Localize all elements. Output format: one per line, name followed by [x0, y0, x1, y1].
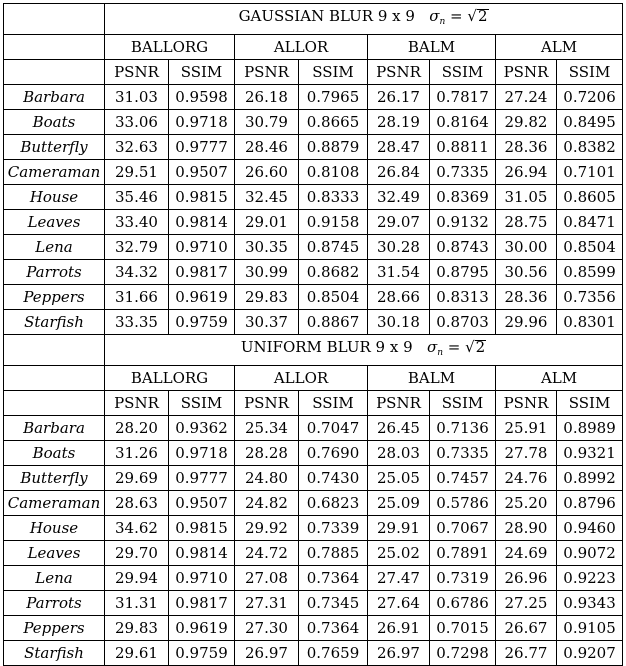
- image-name-cell: Barbara: [4, 85, 105, 110]
- value-cell: 0.9817: [169, 260, 235, 285]
- value-cell: 27.78: [496, 441, 557, 466]
- metric-header: PSNR: [105, 391, 169, 416]
- image-name-cell: Boats: [4, 110, 105, 135]
- value-cell: 32.63: [105, 135, 169, 160]
- value-cell: 0.9223: [557, 566, 623, 591]
- value-cell: 0.6823: [299, 491, 368, 516]
- value-cell: 0.9710: [169, 235, 235, 260]
- value-cell: 34.32: [105, 260, 169, 285]
- value-cell: 29.61: [105, 641, 169, 666]
- method-header-row: [4, 366, 623, 391]
- value-cell: 26.96: [496, 566, 557, 591]
- corner-cell: [4, 4, 105, 35]
- value-cell: 24.82: [235, 491, 299, 516]
- value-cell: 29.07: [368, 210, 430, 235]
- image-name-cell: House: [4, 185, 105, 210]
- metric-header: PSNR: [496, 391, 557, 416]
- method-header: BALLORG: [105, 366, 235, 391]
- value-cell: 29.70: [105, 541, 169, 566]
- value-cell: 0.8382: [557, 135, 623, 160]
- value-cell: 0.9619: [169, 616, 235, 641]
- table-row: [4, 285, 623, 310]
- image-name-cell: Peppers: [4, 616, 105, 641]
- value-cell: 0.8504: [299, 285, 368, 310]
- value-cell: 0.8471: [557, 210, 623, 235]
- value-cell: 28.20: [105, 416, 169, 441]
- value-cell: 26.94: [496, 160, 557, 185]
- value-cell: 0.9321: [557, 441, 623, 466]
- table-row: [4, 185, 623, 210]
- value-cell: 34.62: [105, 516, 169, 541]
- value-cell: 29.96: [496, 310, 557, 335]
- value-cell: 27.25: [496, 591, 557, 616]
- value-cell: 0.9507: [169, 491, 235, 516]
- table-row: [4, 566, 623, 591]
- value-cell: 0.7101: [557, 160, 623, 185]
- value-cell: 32.79: [105, 235, 169, 260]
- metric-header: SSIM: [430, 60, 496, 85]
- value-cell: 0.9072: [557, 541, 623, 566]
- value-cell: 0.7364: [299, 566, 368, 591]
- sigma-equals: =: [445, 7, 468, 25]
- image-name-cell: Starfish: [4, 641, 105, 666]
- image-name-cell: Parrots: [4, 260, 105, 285]
- value-cell: 0.7885: [299, 541, 368, 566]
- value-cell: 0.8867: [299, 310, 368, 335]
- value-cell: 28.36: [496, 285, 557, 310]
- value-cell: 0.8665: [299, 110, 368, 135]
- sqrt-sign: √: [465, 338, 475, 356]
- value-cell: 32.45: [235, 185, 299, 210]
- value-cell: 0.8164: [430, 110, 496, 135]
- image-name-cell: Barbara: [4, 416, 105, 441]
- value-cell: 28.19: [368, 110, 430, 135]
- value-cell: 0.9777: [169, 466, 235, 491]
- value-cell: 26.17: [368, 85, 430, 110]
- value-cell: 25.91: [496, 416, 557, 441]
- value-cell: 35.46: [105, 185, 169, 210]
- value-cell: 24.72: [235, 541, 299, 566]
- metric-header: SSIM: [169, 60, 235, 85]
- value-cell: 0.9207: [557, 641, 623, 666]
- value-cell: 0.8313: [430, 285, 496, 310]
- method-header: BALLORG: [105, 35, 235, 60]
- value-cell: 0.8333: [299, 185, 368, 210]
- sigma-equals: =: [442, 338, 466, 356]
- value-cell: 0.9815: [169, 185, 235, 210]
- empty-header-cell: [4, 35, 105, 60]
- metric-header: PSNR: [235, 60, 299, 85]
- section-title-text: UNIFORM BLUR 9 x 9: [240, 338, 413, 356]
- method-header: ALM: [496, 366, 623, 391]
- value-cell: 30.00: [496, 235, 557, 260]
- value-cell: 33.06: [105, 110, 169, 135]
- value-cell: 0.8811: [430, 135, 496, 160]
- method-header-row: [4, 35, 623, 60]
- value-cell: 28.90: [496, 516, 557, 541]
- value-cell: 0.7457: [430, 466, 496, 491]
- metric-header-row: [4, 60, 623, 85]
- empty-header-cell: [4, 366, 105, 391]
- metric-header: PSNR: [235, 391, 299, 416]
- value-cell: 0.9777: [169, 135, 235, 160]
- image-name-cell: Leaves: [4, 541, 105, 566]
- results-table: [3, 3, 623, 666]
- section-title: [105, 4, 623, 35]
- value-cell: 30.56: [496, 260, 557, 285]
- value-cell: 0.8682: [299, 260, 368, 285]
- value-cell: 0.9132: [430, 210, 496, 235]
- value-cell: 25.20: [496, 491, 557, 516]
- value-cell: 27.31: [235, 591, 299, 616]
- value-cell: 0.8495: [557, 110, 623, 135]
- corner-cell: [4, 335, 105, 366]
- table-row: [4, 641, 623, 666]
- sigma-symbol: σ: [426, 338, 438, 356]
- value-cell: 0.9814: [169, 541, 235, 566]
- section-title-row: [4, 4, 623, 35]
- section-title-row: [4, 335, 623, 366]
- value-cell: 0.7891: [430, 541, 496, 566]
- value-cell: 26.67: [496, 616, 557, 641]
- value-cell: 30.37: [235, 310, 299, 335]
- value-cell: 26.84: [368, 160, 430, 185]
- value-cell: 0.9759: [169, 641, 235, 666]
- section-title: [105, 335, 623, 366]
- value-cell: 31.66: [105, 285, 169, 310]
- value-cell: 0.9718: [169, 110, 235, 135]
- value-cell: 0.7339: [299, 516, 368, 541]
- value-cell: 0.6786: [430, 591, 496, 616]
- value-cell: 0.8879: [299, 135, 368, 160]
- method-header: ALM: [496, 35, 623, 60]
- table-row: [4, 260, 623, 285]
- value-cell: 29.51: [105, 160, 169, 185]
- metric-header: SSIM: [299, 391, 368, 416]
- metric-header: SSIM: [169, 391, 235, 416]
- value-cell: 0.8108: [299, 160, 368, 185]
- value-cell: 0.8992: [557, 466, 623, 491]
- table-row: [4, 110, 623, 135]
- image-name-cell: Leaves: [4, 210, 105, 235]
- image-name-cell: Boats: [4, 441, 105, 466]
- value-cell: 30.35: [235, 235, 299, 260]
- value-cell: 0.9815: [169, 516, 235, 541]
- value-cell: 28.36: [496, 135, 557, 160]
- table-row: [4, 441, 623, 466]
- section-title-text: GAUSSIAN BLUR 9 x 9: [238, 7, 415, 25]
- metric-header: PSNR: [368, 60, 430, 85]
- value-cell: 0.7659: [299, 641, 368, 666]
- table-row: [4, 591, 623, 616]
- value-cell: 31.26: [105, 441, 169, 466]
- value-cell: 0.7356: [557, 285, 623, 310]
- table-row: [4, 541, 623, 566]
- value-cell: 28.46: [235, 135, 299, 160]
- value-cell: 0.7690: [299, 441, 368, 466]
- value-cell: 30.99: [235, 260, 299, 285]
- metric-header: PSNR: [105, 60, 169, 85]
- empty-header-cell: [4, 391, 105, 416]
- value-cell: 27.64: [368, 591, 430, 616]
- value-cell: 0.8504: [557, 235, 623, 260]
- value-cell: 28.75: [496, 210, 557, 235]
- value-cell: 27.47: [368, 566, 430, 591]
- value-cell: 31.05: [496, 185, 557, 210]
- image-name-cell: Butterfly: [4, 466, 105, 491]
- value-cell: 33.40: [105, 210, 169, 235]
- value-cell: 0.9105: [557, 616, 623, 641]
- metric-header: PSNR: [496, 60, 557, 85]
- value-cell: 0.8605: [557, 185, 623, 210]
- value-cell: 0.7067: [430, 516, 496, 541]
- value-cell: 0.8989: [557, 416, 623, 441]
- value-cell: 30.79: [235, 110, 299, 135]
- value-cell: 27.24: [496, 85, 557, 110]
- sqrt-radicand: 2: [475, 338, 486, 356]
- value-cell: 24.69: [496, 541, 557, 566]
- value-cell: 25.09: [368, 491, 430, 516]
- value-cell: 29.82: [496, 110, 557, 135]
- image-name-cell: House: [4, 516, 105, 541]
- table-row: [4, 210, 623, 235]
- value-cell: 31.54: [368, 260, 430, 285]
- value-cell: 30.18: [368, 310, 430, 335]
- metric-header: SSIM: [430, 391, 496, 416]
- image-name-cell: Peppers: [4, 285, 105, 310]
- value-cell: 26.97: [235, 641, 299, 666]
- value-cell: 0.8369: [430, 185, 496, 210]
- image-name-cell: Butterfly: [4, 135, 105, 160]
- value-cell: 0.9814: [169, 210, 235, 235]
- value-cell: 24.76: [496, 466, 557, 491]
- value-cell: 30.28: [368, 235, 430, 260]
- value-cell: 0.7430: [299, 466, 368, 491]
- metric-header: SSIM: [299, 60, 368, 85]
- value-cell: 28.66: [368, 285, 430, 310]
- method-header: BALM: [368, 366, 496, 391]
- method-header: ALLOR: [235, 366, 368, 391]
- table-row: [4, 135, 623, 160]
- value-cell: 28.28: [235, 441, 299, 466]
- sigma-subscript: n: [439, 17, 446, 27]
- value-cell: 0.7136: [430, 416, 496, 441]
- value-cell: 29.83: [235, 285, 299, 310]
- value-cell: 0.8796: [557, 491, 623, 516]
- value-cell: 29.69: [105, 466, 169, 491]
- sqrt-radicand: 2: [477, 7, 488, 25]
- value-cell: 0.7047: [299, 416, 368, 441]
- value-cell: 29.91: [368, 516, 430, 541]
- image-name-cell: Cameraman: [4, 160, 105, 185]
- empty-header-cell: [4, 60, 105, 85]
- value-cell: 0.9158: [299, 210, 368, 235]
- sigma-subscript: n: [437, 348, 443, 358]
- value-cell: 26.91: [368, 616, 430, 641]
- metric-header-row: [4, 391, 623, 416]
- value-cell: 0.9817: [169, 591, 235, 616]
- value-cell: 32.49: [368, 185, 430, 210]
- image-name-cell: Starfish: [4, 310, 105, 335]
- value-cell: 25.02: [368, 541, 430, 566]
- table-row: [4, 516, 623, 541]
- value-cell: 0.8743: [430, 235, 496, 260]
- value-cell: 31.31: [105, 591, 169, 616]
- value-cell: 0.7335: [430, 160, 496, 185]
- table-row: [4, 310, 623, 335]
- image-name-cell: Lena: [4, 235, 105, 260]
- value-cell: 24.80: [235, 466, 299, 491]
- table-row: [4, 491, 623, 516]
- table-row: [4, 466, 623, 491]
- value-cell: 0.9507: [169, 160, 235, 185]
- value-cell: 0.7345: [299, 591, 368, 616]
- value-cell: 26.97: [368, 641, 430, 666]
- value-cell: 28.03: [368, 441, 430, 466]
- value-cell: 0.8703: [430, 310, 496, 335]
- value-cell: 0.9710: [169, 566, 235, 591]
- value-cell: 0.9598: [169, 85, 235, 110]
- value-cell: 26.77: [496, 641, 557, 666]
- value-cell: 25.05: [368, 466, 430, 491]
- value-cell: 0.7335: [430, 441, 496, 466]
- value-cell: 0.7015: [430, 616, 496, 641]
- value-cell: 0.9460: [557, 516, 623, 541]
- value-cell: 27.08: [235, 566, 299, 591]
- value-cell: 0.9619: [169, 285, 235, 310]
- table-row: [4, 616, 623, 641]
- method-header: BALM: [368, 35, 496, 60]
- value-cell: 0.8745: [299, 235, 368, 260]
- image-name-cell: Cameraman: [4, 491, 105, 516]
- value-cell: 26.18: [235, 85, 299, 110]
- value-cell: 0.9759: [169, 310, 235, 335]
- value-cell: 0.8795: [430, 260, 496, 285]
- value-cell: 29.94: [105, 566, 169, 591]
- sqrt-sign: √: [467, 7, 477, 25]
- value-cell: 0.8301: [557, 310, 623, 335]
- value-cell: 0.8599: [557, 260, 623, 285]
- metric-header: SSIM: [557, 391, 623, 416]
- table-row: [4, 85, 623, 110]
- value-cell: 33.35: [105, 310, 169, 335]
- value-cell: 0.9343: [557, 591, 623, 616]
- value-cell: 29.92: [235, 516, 299, 541]
- value-cell: 0.7206: [557, 85, 623, 110]
- value-cell: 26.45: [368, 416, 430, 441]
- value-cell: 0.7319: [430, 566, 496, 591]
- value-cell: 0.7298: [430, 641, 496, 666]
- metric-header: SSIM: [557, 60, 623, 85]
- table-row: [4, 235, 623, 260]
- sigma-symbol: σ: [429, 7, 440, 25]
- value-cell: 26.60: [235, 160, 299, 185]
- value-cell: 0.7364: [299, 616, 368, 641]
- value-cell: 0.9362: [169, 416, 235, 441]
- value-cell: 31.03: [105, 85, 169, 110]
- value-cell: 0.9718: [169, 441, 235, 466]
- metric-header: PSNR: [368, 391, 430, 416]
- image-name-cell: Lena: [4, 566, 105, 591]
- value-cell: 29.01: [235, 210, 299, 235]
- image-name-cell: Parrots: [4, 591, 105, 616]
- table-row: [4, 160, 623, 185]
- value-cell: 25.34: [235, 416, 299, 441]
- method-header: ALLOR: [235, 35, 368, 60]
- value-cell: 29.83: [105, 616, 169, 641]
- value-cell: 28.63: [105, 491, 169, 516]
- value-cell: 0.7817: [430, 85, 496, 110]
- value-cell: 27.30: [235, 616, 299, 641]
- value-cell: 0.5786: [430, 491, 496, 516]
- value-cell: 28.47: [368, 135, 430, 160]
- value-cell: 0.7965: [299, 85, 368, 110]
- table-row: [4, 416, 623, 441]
